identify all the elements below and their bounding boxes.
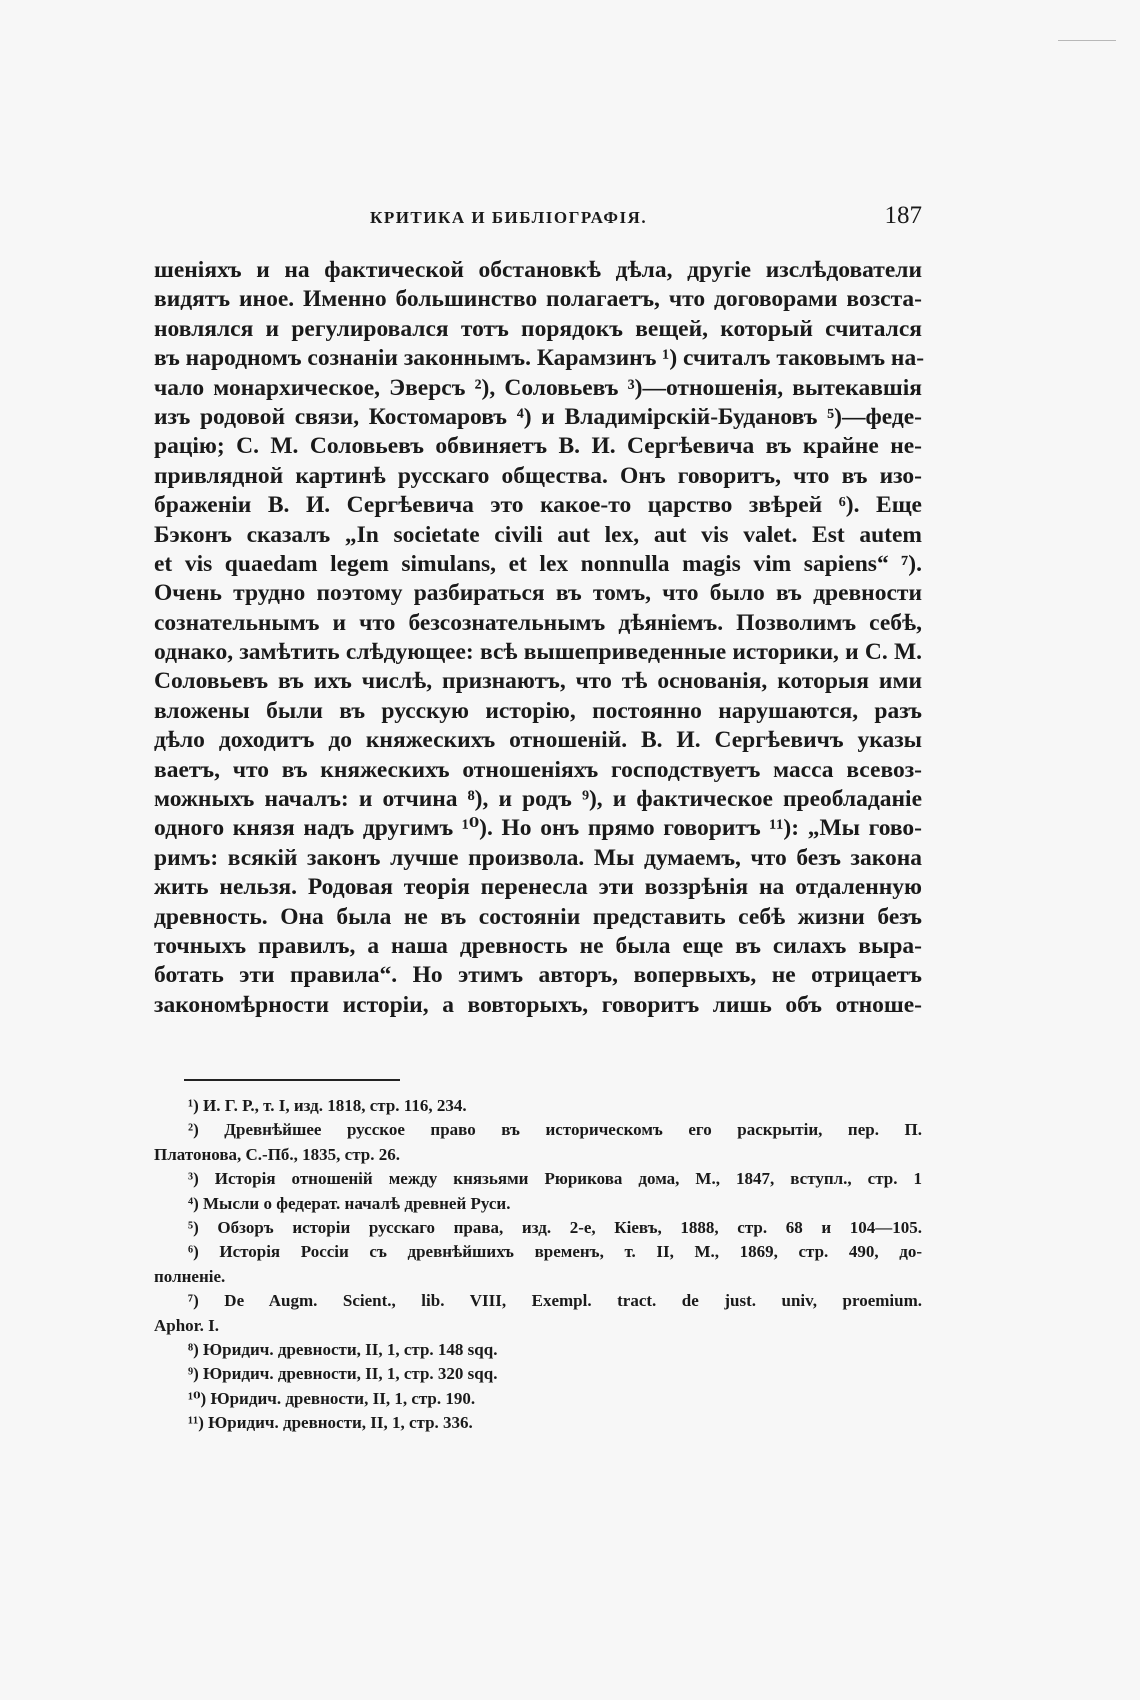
- footnote: ¹⁰) Юридич. древности, II, 1, стр. 190.: [188, 1388, 476, 1408]
- text-line: ваетъ, что въ княжескихъ отношеніяхъ господствуетъ масса всевоз-: [154, 756, 922, 783]
- footnote: ¹¹) Юридич. древности, II, 1, стр. 336.: [188, 1413, 473, 1433]
- text-line: рацію; С. М. Соловьевъ обвиняетъ В. И. Сергѣевича въ крайне не-: [154, 433, 922, 460]
- footnote: ⁵) Обзоръ исторіи русскаго права, изд. 2-е, Кіевъ, 1888, стр. 68 и 104—105.: [188, 1217, 922, 1237]
- text-line: однако, замѣтить слѣдующее: всѣ вышеприведенные историки, и С. М.: [154, 639, 922, 666]
- footnote-continuation: Платонова, С.-Пб., 1835, стр. 26.: [154, 1144, 400, 1164]
- page-number: 187: [884, 202, 922, 229]
- footnote: ⁸) Юридич. древности, II, 1, стр. 148 sqq.: [188, 1339, 498, 1359]
- text-line: дѣло доходитъ до княжескихъ отношеній. В. И. Сергѣевичъ указы: [154, 727, 922, 754]
- footnote: ¹) И. Г. Р., т. I, изд. 1818, стр. 116, 234.: [188, 1096, 467, 1115]
- text-line: чало монархическое, Эверсъ ²), Соловьевъ ³)—отношенія, вытекавшія: [154, 374, 922, 401]
- text-line: сознательнымъ и что безсознательнымъ дѣяніемъ. Позволимъ себѣ,: [154, 609, 922, 636]
- text-line: et vis quaedam legem simulans, et lex nonnulla magis vim sapiens“ ⁷).: [154, 550, 922, 577]
- text-line: вложены были въ русскую исторію, постоянно нарушаются, разъ: [154, 697, 922, 724]
- footnote: ⁴) Мысли о федерат. началѣ древней Руси.: [188, 1193, 511, 1213]
- footnote: ²) Древнѣйшее русское право въ историческомъ его раскрытіи, пер. П.: [188, 1120, 922, 1140]
- footnote-continuation: полненіе.: [154, 1266, 226, 1286]
- text-line: можныхъ началъ: и отчина ⁸), и родъ ⁹), и фактическое преобладаніе: [154, 786, 922, 813]
- text-line: древность. Она была не въ состояніи представить себѣ жизни безъ: [154, 903, 922, 930]
- text-line: закономѣрности исторіи, а вовторыхъ, говоритъ лишь объ отноше-: [154, 991, 922, 1018]
- footnote-separator: [184, 1079, 400, 1081]
- page-header: [154, 204, 922, 234]
- text-line: видятъ иное. Именно большинство полагаетъ, что договорами возста-: [154, 286, 922, 313]
- footnote: ⁹) Юридич. древности, II, 1, стр. 320 sqq.: [188, 1364, 498, 1384]
- text-line: римъ: всякій законъ лучше произвола. Мы думаемъ, что безъ закона: [154, 844, 922, 871]
- text-line: шеніяхъ и на фактической обстановкѣ дѣла, другіе изслѣдователи: [154, 257, 922, 283]
- footnote: ⁷) De Augm. Scient., lib. VIII, Exempl. tract. de just. univ, proemium.: [188, 1291, 922, 1311]
- text-line: въ народномъ сознаніи законнымъ. Карамзинъ ¹) считалъ таковымъ на-: [154, 345, 925, 372]
- text-line: привлядной картинѣ русскаго общества. Онъ говоритъ, что въ изо-: [154, 462, 922, 489]
- text-line: жить нельзя. Родовая теорія перенесла эти воззрѣнія на отдаленную: [154, 874, 922, 901]
- text-line: изъ родовой связи, Костомаровъ ⁴) и Владимірскій-Будановъ ⁵)—феде-: [154, 403, 922, 430]
- text-line: Очень трудно поэтому разбираться въ томъ, что было въ древности: [154, 580, 922, 607]
- running-head: КРИТИКА И БИБЛІОГРАФІЯ.: [370, 208, 648, 227]
- footnote: ³) Исторія отношеній между князьями Рюрикова дома, М., 1847, вступл., стр. 1: [188, 1169, 922, 1189]
- footnote: ⁶) Исторія Россіи съ древнѣйшихъ временъ, т. II, М., 1869, стр. 490, до-: [188, 1242, 922, 1262]
- text-line: точныхъ правилъ, а наша древность не была еще въ силахъ выра-: [154, 932, 922, 959]
- footnote-continuation: Aphor. I.: [154, 1315, 220, 1335]
- text-line: новлялся и регулировался тотъ порядокъ вещей, который считался: [154, 315, 922, 342]
- footnotes: [154, 1094, 922, 1435]
- text-line: Соловьевъ въ ихъ числѣ, признаютъ, что тѣ основанія, которыя ими: [154, 668, 922, 695]
- text-line: ботать эти правила“. Но этимъ авторъ, вопервыхъ, не отрицаетъ: [154, 962, 922, 989]
- top-edge-rule: [1058, 40, 1116, 41]
- text-line: одного князя надъ другимъ ¹⁰). Но онъ прямо говоритъ ¹¹): „Мы гово-: [154, 815, 922, 842]
- main-text: [154, 256, 925, 1020]
- text-line: Бэконъ сказалъ „In societate civili aut lex, aut vis valet. Est autem: [154, 521, 922, 548]
- text-line: браженіи В. И. Сергѣевича это какое-то царство звѣрей ⁶). Еще: [154, 492, 922, 519]
